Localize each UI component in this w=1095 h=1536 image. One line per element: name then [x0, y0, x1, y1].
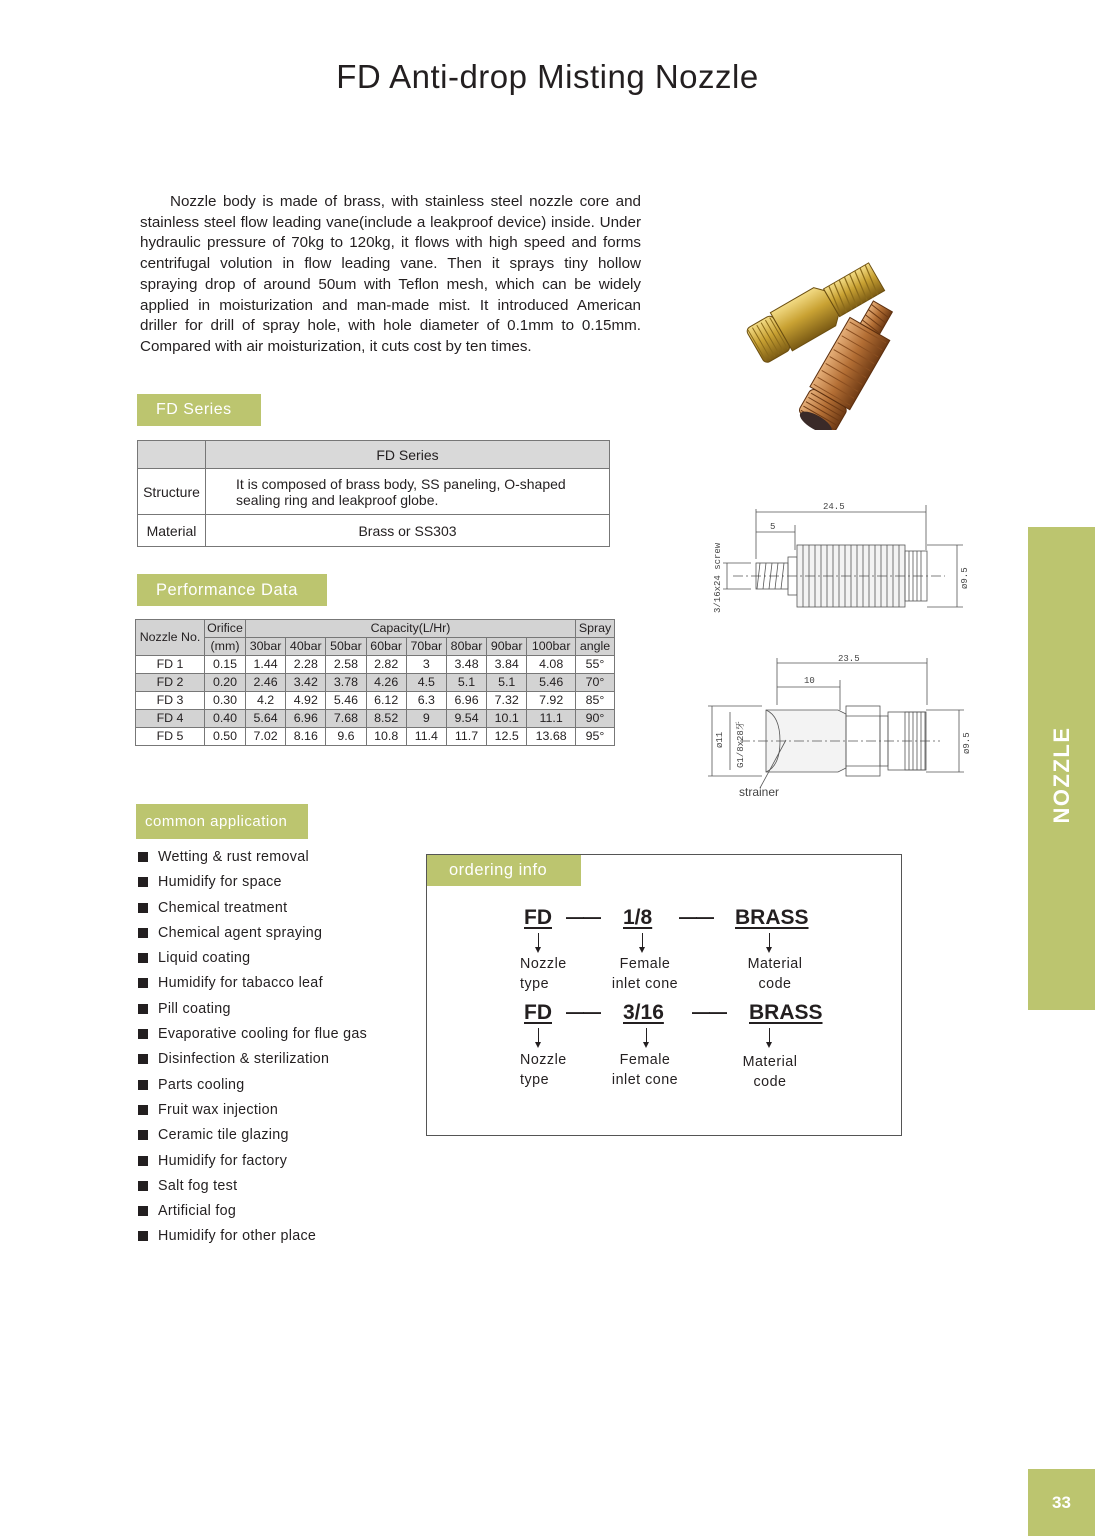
table-cell: 12.5	[487, 728, 527, 746]
arrow-down-icon	[538, 1028, 539, 1046]
table-cell: 5.64	[246, 710, 286, 728]
table-cell: 4.26	[366, 674, 406, 692]
drawing1-thread: 3/16x24 screw	[713, 542, 723, 613]
fd-series-header: FD Series	[206, 441, 610, 469]
list-item: Humidify for other place	[138, 1225, 367, 1250]
arrow-down-icon	[769, 1028, 770, 1046]
list-item: Disinfection & sterilization	[138, 1048, 367, 1073]
table-cell: 13.68	[527, 728, 576, 746]
order2-material: BRASS	[749, 1001, 823, 1024]
label-line: Female	[619, 1052, 671, 1068]
table-cell: 3.42	[286, 674, 326, 692]
table-cell: 2.82	[366, 656, 406, 674]
label-line: Female	[619, 956, 671, 972]
intro-text: Nozzle body is made of brass, with stainless steel nozzle core and stainless steel flow leading vane(include a leakproof device) inside. Under hydraulic pressure of 70kg to 120kg, it flows with high speed and forms centrifugal volution in flow leading vane. Then it sprays tiny hollow spraying drop of around 50um with Teflon mesh, which can be widely applied in moisturization and man-made mist. It introduced American driller for drill of spray hole, with hole diameter of 0.1mm to 0.15mm. Compared with air moisturization, it cuts cost by ten times.	[140, 193, 641, 355]
list-item: Pill coating	[138, 998, 367, 1023]
table-cell: 0.15	[205, 656, 246, 674]
ordering-info-box	[426, 854, 902, 1136]
table-cell: FD 5	[136, 728, 205, 746]
order2-dash2: ——	[692, 1002, 726, 1022]
order2-female-label	[610, 1051, 680, 1090]
list-item: Artificial fog	[138, 1200, 367, 1225]
common-application-tag: common application	[136, 804, 308, 839]
table-cell: 11.4	[406, 728, 446, 746]
order1-material: BRASS	[735, 906, 809, 929]
table-cell: 6.12	[366, 692, 406, 710]
label-line: code	[758, 975, 792, 992]
label-line: inlet cone	[611, 1071, 679, 1088]
col-header-nozzle: Nozzle No.	[136, 620, 205, 656]
list-item: Liquid coating	[138, 947, 367, 972]
drawing1-part-length: 5	[770, 522, 776, 532]
table-cell: 6.96	[286, 710, 326, 728]
table-cell: 5.1	[446, 674, 486, 692]
order1-dash1: ——	[566, 907, 600, 927]
label-line: Nozzle	[520, 1052, 567, 1068]
table-cell: 5.46	[326, 692, 366, 710]
ordering-info-tag: ordering info	[427, 855, 581, 886]
table-cell: 6.96	[446, 692, 486, 710]
application-list	[138, 846, 367, 1251]
table-cell: 90°	[576, 710, 615, 728]
product-photo	[725, 230, 900, 430]
drawing2-outer-diameter: ø11	[715, 731, 725, 748]
order2-type: FD	[524, 1001, 552, 1024]
table-cell: 3.84	[487, 656, 527, 674]
list-item: Salt fog test	[138, 1175, 367, 1200]
table-cell: 5.46	[527, 674, 576, 692]
table-cell: 0.30	[205, 692, 246, 710]
structure-label: Structure	[138, 469, 206, 515]
col-header-capacity: Capacity(L/Hr)	[246, 620, 576, 638]
table-cell: 7.68	[326, 710, 366, 728]
table-cell: 4.92	[286, 692, 326, 710]
table-cell: FD 1	[136, 656, 205, 674]
fd-series-table	[137, 440, 610, 547]
technical-drawing-2	[700, 650, 975, 805]
label-line: Material	[742, 1054, 798, 1070]
drawing2-part-length: 10	[804, 676, 815, 686]
list-item: Evaporative cooling for flue gas	[138, 1023, 367, 1048]
structure-value: It is composed of brass body, SS paneling, O-shaped sealing ring and leakproof globe.	[206, 469, 610, 515]
pressure-header: 70bar	[406, 638, 446, 656]
table-cell: 10.1	[487, 710, 527, 728]
table-cell: 2.58	[326, 656, 366, 674]
page-title: FD Anti-drop Misting Nozzle	[336, 58, 759, 95]
order1-size: 1/8	[623, 906, 653, 929]
table-cell: 11.1	[527, 710, 576, 728]
table-cell: 4.2	[246, 692, 286, 710]
list-item: Parts cooling	[138, 1074, 367, 1099]
label-line: inlet cone	[611, 975, 679, 992]
table-cell: 3.48	[446, 656, 486, 674]
list-item: Fruit wax injection	[138, 1099, 367, 1124]
table-cell: 8.16	[286, 728, 326, 746]
table-cell: 10.8	[366, 728, 406, 746]
pressure-header: 30bar	[246, 638, 286, 656]
table-cell: 11.7	[446, 728, 486, 746]
strainer-label: strainer	[739, 785, 780, 799]
table-cell: 70°	[576, 674, 615, 692]
table-cell: FD 3	[136, 692, 205, 710]
list-item: Chemical treatment	[138, 897, 367, 922]
drawing2-diameter: ø9.5	[962, 732, 972, 754]
order1-nozzle-label	[520, 955, 567, 994]
arrow-down-icon	[646, 1028, 647, 1046]
table-corner	[138, 441, 206, 469]
order2-size: 3/16	[623, 1001, 664, 1024]
table-row	[136, 710, 615, 728]
side-label	[1028, 710, 1095, 840]
table-cell: 0.40	[205, 710, 246, 728]
table-cell: 7.02	[246, 728, 286, 746]
order1-material-label	[740, 955, 810, 994]
pressure-header: 40bar	[286, 638, 326, 656]
table-row	[136, 692, 615, 710]
list-item: Chemical agent spraying	[138, 922, 367, 947]
drawing1-diameter: ø9.5	[960, 567, 970, 589]
order2-dash1: ——	[566, 1002, 600, 1022]
col-header-spray: Spray	[576, 620, 615, 638]
col-header-orifice: Orifice	[205, 620, 246, 638]
fd-series-tag: FD Series	[137, 394, 261, 426]
table-cell: 2.28	[286, 656, 326, 674]
arrow-down-icon	[538, 933, 539, 951]
label-line: type	[520, 1071, 550, 1088]
performance-table	[135, 619, 615, 746]
table-cell: 95°	[576, 728, 615, 746]
material-value: Brass or SS303	[206, 515, 610, 547]
arrow-down-icon	[642, 933, 643, 951]
list-item: Humidify for space	[138, 871, 367, 896]
label-line: code	[753, 1073, 787, 1090]
pressure-header: 50bar	[326, 638, 366, 656]
pressure-header: 60bar	[366, 638, 406, 656]
table-cell: 9.6	[326, 728, 366, 746]
pressure-header: 90bar	[487, 638, 527, 656]
table-row	[136, 656, 615, 674]
intro-paragraph	[140, 192, 641, 358]
table-row	[136, 728, 615, 746]
list-item: Ceramic tile glazing	[138, 1124, 367, 1149]
table-cell: 85°	[576, 692, 615, 710]
table-cell: 4.5	[406, 674, 446, 692]
list-item: Humidify for factory	[138, 1150, 367, 1175]
list-item: Wetting & rust removal	[138, 846, 367, 871]
label-line: type	[520, 975, 550, 992]
order1-type: FD	[524, 906, 552, 929]
drawing2-total-length: 23.5	[838, 654, 860, 664]
page-number: 33	[1028, 1469, 1095, 1536]
label-line: Material	[747, 956, 803, 972]
table-cell: FD 2	[136, 674, 205, 692]
table-cell: FD 4	[136, 710, 205, 728]
order1-female-label	[610, 955, 680, 994]
col-header-angle: angle	[576, 638, 615, 656]
table-cell: 5.1	[487, 674, 527, 692]
side-label-text: NOZZLE	[1048, 726, 1074, 824]
drawing1-total-length: 24.5	[823, 502, 845, 512]
order1-dash2: ——	[679, 907, 713, 927]
table-cell: 55°	[576, 656, 615, 674]
table-cell: 4.08	[527, 656, 576, 674]
material-label: Material	[138, 515, 206, 547]
table-cell: 3.78	[326, 674, 366, 692]
table-cell: 3	[406, 656, 446, 674]
table-cell: 1.44	[246, 656, 286, 674]
table-cell: 7.32	[487, 692, 527, 710]
pressure-header: 100bar	[527, 638, 576, 656]
label-line: Nozzle	[520, 956, 567, 972]
arrow-down-icon	[769, 933, 770, 951]
col-header-orifice-unit: (mm)	[205, 638, 246, 656]
table-cell: 9.54	[446, 710, 486, 728]
technical-drawing-1	[705, 495, 975, 620]
table-cell: 8.52	[366, 710, 406, 728]
order2-material-label	[735, 1053, 805, 1092]
table-cell: 0.50	[205, 728, 246, 746]
table-cell: 9	[406, 710, 446, 728]
performance-data-tag: Performance Data	[137, 574, 327, 606]
table-cell: 6.3	[406, 692, 446, 710]
table-cell: 2.46	[246, 674, 286, 692]
table-row	[136, 674, 615, 692]
drawing2-thread: G1/8x28牙	[736, 721, 746, 768]
pressure-header: 80bar	[446, 638, 486, 656]
list-item: Humidify for tabacco leaf	[138, 972, 367, 997]
order2-nozzle-label	[520, 1051, 567, 1090]
table-cell: 7.92	[527, 692, 576, 710]
table-cell: 0.20	[205, 674, 246, 692]
